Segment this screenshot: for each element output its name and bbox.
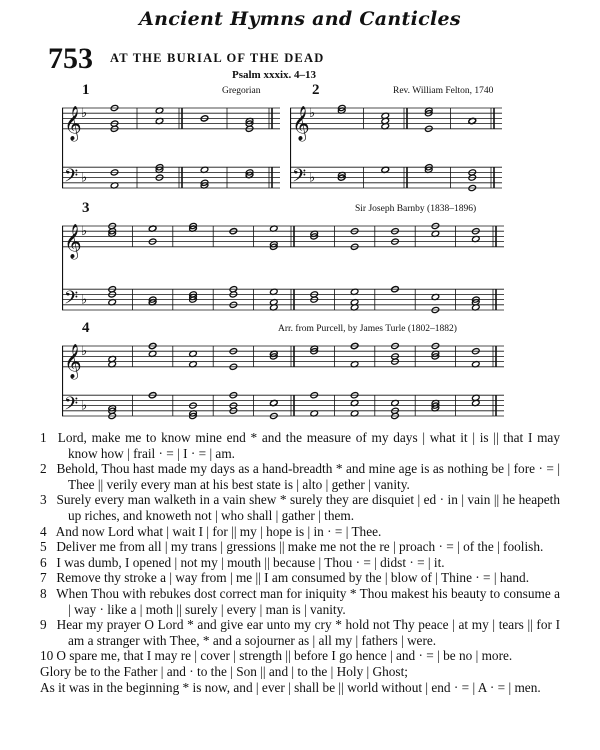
svg-text:𝄢: 𝄢 [292,165,307,191]
svg-text:♭: ♭ [81,292,88,308]
verse [40,555,560,571]
verse-text: I was dumb, I opened | not my | mouth || because | Thou · = | didst · = | it. [53,554,445,570]
verse [40,430,560,461]
svg-text:♭: ♭ [81,344,88,360]
svg-text:𝄢: 𝄢 [64,287,79,313]
verse-number: 10 [40,648,54,664]
verse [40,492,560,523]
chant-music-1 [62,98,280,198]
chant-number-3: 3 [82,200,90,216]
chant-number-2: 2 [312,82,320,98]
svg-text:♭: ♭ [81,106,88,122]
verse-number: 9 [40,617,47,633]
svg-text:𝄞: 𝄞 [292,105,310,141]
svg-text:♭: ♭ [309,106,316,122]
chant-music-3 [62,216,504,320]
verse [40,524,560,540]
verse-text: Behold, Thou hast made my days as a hand-breadth * and mine age is as nothing be | fore · = | Thee || verily every man at his best state is | alto | gether | vanity. [53,461,560,492]
verse-number: 6 [40,554,47,570]
verse-list [40,430,560,664]
svg-text:𝄢: 𝄢 [64,393,79,419]
chant-credit-1: Gregorian [222,86,261,96]
psalm-reference: Psalm xxxix. 4–13 [232,69,317,81]
chant-credit-4: Arr. from Purcell, by James Turle (1802–1882) [278,324,457,334]
svg-text:𝄢: 𝄢 [64,165,79,191]
svg-text:♭: ♭ [81,170,88,186]
verse-text: And now Lord what | wait I | for || my | hope is | in · = | Thee. [53,523,382,539]
verse-number: 2 [40,461,47,477]
chant-number-4: 4 [82,320,90,336]
verse [40,617,560,648]
verse [40,586,560,617]
verse-text: Hear my prayer O Lord * and give ear unto my cry * hold not Thy peace | at my | tears || for I am a stranger with Thee, * and a sojourner as | all my | fathers | were. [53,617,560,648]
svg-text:𝄞: 𝄞 [64,223,82,259]
verse-text: Surely every man walketh in a vain shew * surely they are disquiet | ed · in | vain || he heapeth up riches, and knoweth not | who shall | gather | them. [53,492,560,523]
verse-number: 5 [40,539,47,555]
svg-text:♭: ♭ [309,170,316,186]
verse-text: Remove thy stroke a | way from | me || I am consumed by the | blow of | Thine · = | hand. [53,570,530,586]
chant-credit-3: Sir Joseph Barnby (1838–1896) [355,204,477,214]
verse [40,461,560,492]
svg-text:𝄞: 𝄞 [64,105,82,141]
chant-music-2 [290,98,502,198]
verse-number: 1 [40,430,47,445]
chant-music-4 [62,336,504,426]
svg-text:♭: ♭ [81,398,88,414]
verse-text: O spare me, that I may re | cover | strength || before I go hence | and · = | be no | more. [53,648,513,664]
verse [40,570,560,586]
hymn-title: AT THE BURIAL OF THE DEAD [110,51,325,65]
verse-text: Deliver me from all | my trans | gressions || make me not the re | proach · = | of the | foolish. [53,539,544,555]
svg-text:♭: ♭ [81,224,88,240]
verse-number: 3 [40,492,47,508]
psalm-text [40,430,560,695]
verse-text: When Thou with rebukes dost correct man for iniquity * Thou makest his beauty to consume a | way · like a | moth || surely | every | man is | vanity. [53,585,560,617]
chant-credit-2: Rev. William Felton, 1740 [393,86,494,96]
chant-number-1: 1 [82,82,90,98]
hymn-number: 753 [48,42,93,75]
doxology-line: Glory be to the Father | and · to the | Son || and | to the | Holy | Ghost; [40,663,408,679]
verse-number: 7 [40,570,47,586]
verse-number: 4 [40,523,47,539]
verse-text: Lord, make me to know mine end * and the measure of my days | what it | is || that I may know how | frail · = | I · = | am. [53,430,560,461]
doxology [40,664,560,695]
verse-number: 8 [40,585,47,601]
doxology-line: As it was in the beginning * is now, and | ever | shall be || world without | end · = | A · = | men. [40,679,541,695]
running-head: Ancient Hymns and Canticles [139,8,461,30]
verse [40,539,560,555]
verse [40,648,560,664]
svg-text:𝄞: 𝄞 [64,343,82,379]
